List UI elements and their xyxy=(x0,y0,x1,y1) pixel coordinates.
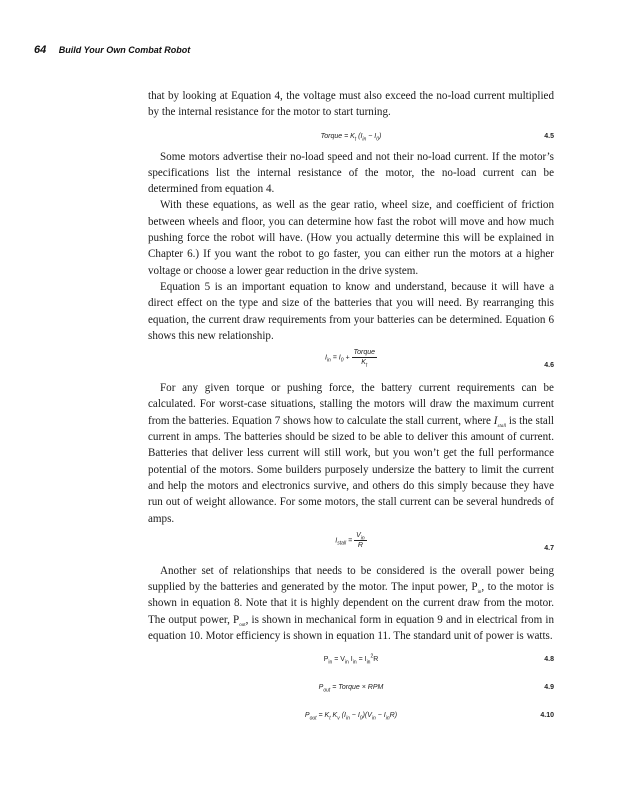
equation-number: 4.10 xyxy=(540,712,554,720)
equation-expression: $P_{out} = K_t$ $K_v$ $(I_{in} - I_0)(V_{in} - I_{in}R)$ xyxy=(304,712,398,722)
paragraph: Equation 5 is an important equation to know and understand, because it will have a direct effect on the type and size of the batteries that you will need. By rearranging this equation, the current draw requirements from your batteries can be determined. Equation 6 shows this new relationship. xyxy=(148,280,554,342)
equation-4-7 xyxy=(148,527,554,563)
equation-4-10 xyxy=(148,700,554,728)
body-text xyxy=(148,88,554,728)
equation-4-6 xyxy=(148,344,554,380)
page-number: 64 xyxy=(34,44,47,56)
equation-number: 4.6 xyxy=(544,362,554,370)
equation-number: 4.7 xyxy=(544,544,554,552)
equation-number: 4.5 xyxy=(544,132,554,140)
equation-expression: $I_{in} = I_0$ + $\frac{\text{Torque}}{K_t}$ xyxy=(324,349,376,369)
equation-4-8 xyxy=(148,644,554,672)
equation-number: 4.9 xyxy=(544,684,554,692)
equation-expression: $I_{stall}$ = $\frac{V_{in}}{R}$ xyxy=(335,531,365,549)
equation-expression: $P_{out}$ = Torque × RPM xyxy=(318,684,384,694)
paragraph: Another set of relationships that needs to be considered is the overall power being supplied by the batteries and generated by the motor. The input power, $P_{in}$, to the motor is shown in equation 8. Note that it is highly dependent on the current draw from the motor. The output power, $P_{out}$, is shown in mechanical form in equation 9 and in electrical from in equation 10. Motor efficiency is shown in equation 11. The standard unit of power is watts. xyxy=(148,564,554,643)
book-title: Build Your Own Combat Robot xyxy=(58,45,191,55)
paragraph: For any given torque or pushing force, the battery current requirements can be calculated. For worst-case situations, stalling the motors will draw the maximum current from the batteries. Equation 7 shows how to calculate the stall current, where $I_{stall}$ is the stall current in amps. The batteries should be sized to be able to deliver this amount of current. Batteries that deliver less current will still work, but you won’t get the full performance potential of the motors. Some builders purposely undersize the battery to limit the current and help the motors and electronics survive, and others do this simply because they have run out of weight allowance. For some motors, the stall current can be several hundreds of amps. xyxy=(148,382,554,525)
stall-current-symbol: $I_{stall}$ xyxy=(493,414,507,429)
equation-expression: $P_{in} = V_{in}$ $I_{in} = I_{in}^2R$ xyxy=(323,653,379,666)
equation-expression: Torque = $K_t$ $(I_{in} - I_0)$ xyxy=(320,132,382,142)
running-header xyxy=(34,44,190,58)
fraction-numerator: Torque xyxy=(353,349,376,357)
paragraph: With these equations, as well as the gear ratio, wheel size, and coefficient of friction between wheels and floor, you can determine how fast the robot will move and how much pushing force the robot will have. (How you actually determine this will be explained in Chapter 6.) If you want the robot to go faster, you can either run the motors at a higher voltage or choose a lower gear reduction in the drive system. xyxy=(148,199,554,277)
equation-4-9 xyxy=(148,672,554,700)
equation-4-5 xyxy=(148,121,554,149)
paragraph: Some motors advertise their no-load speed and not their no-load current. If the motor’s specifications list the internal resistance of the motor, the no-load current can be determined from equation 4. xyxy=(148,150,554,196)
paragraph: that by looking at Equation 4, the voltage must also exceed the no-load current multiplied by the internal resistance for the motor to start turning. xyxy=(148,90,554,119)
equation-number: 4.8 xyxy=(544,656,554,664)
